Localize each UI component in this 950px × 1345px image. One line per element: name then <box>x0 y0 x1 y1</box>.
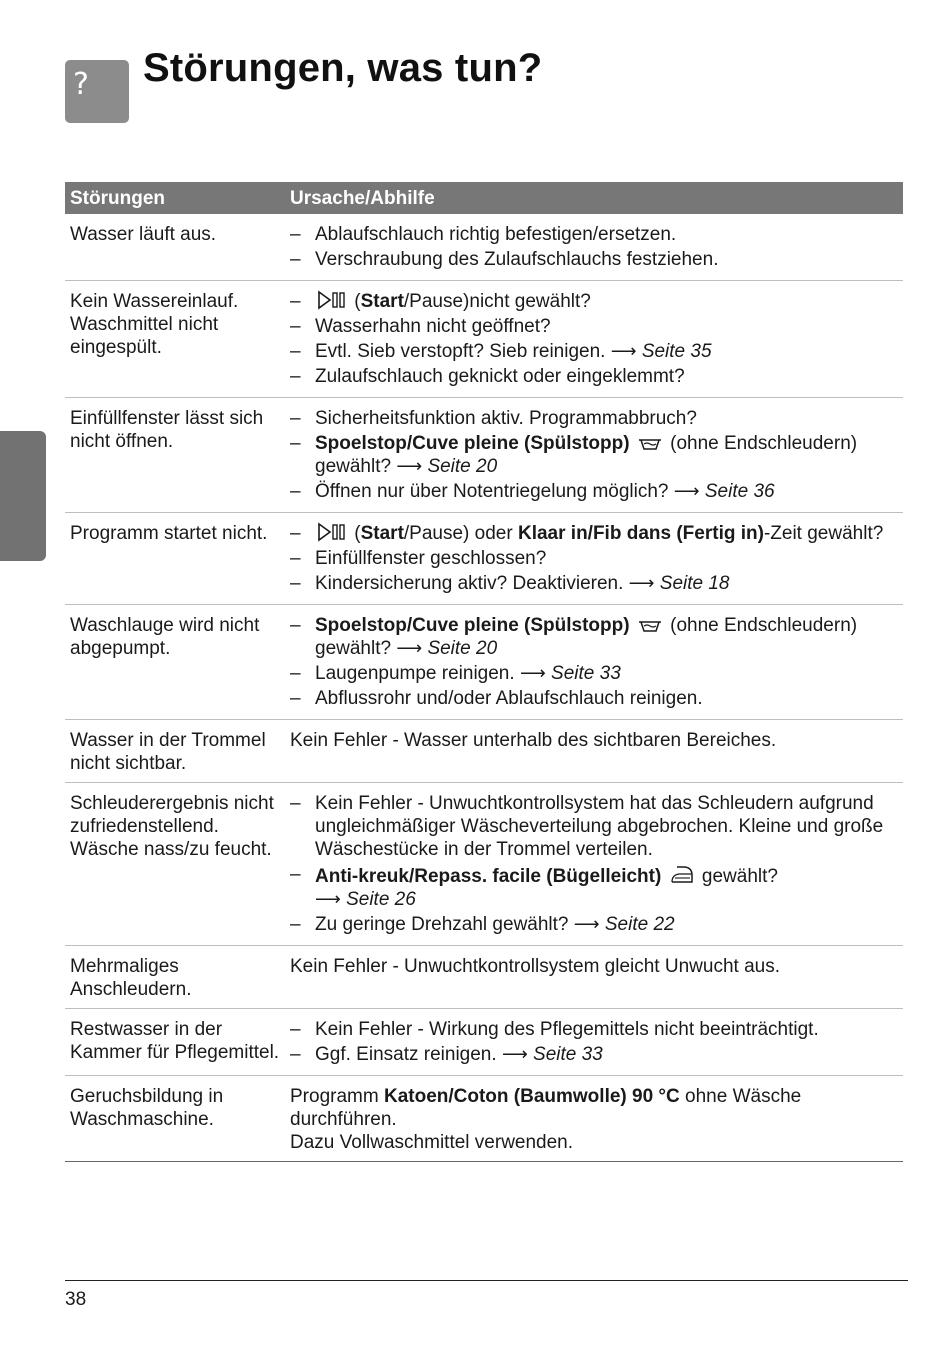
start-pause-icon <box>317 290 347 310</box>
list-item <box>290 1043 903 1066</box>
list-item: – Verschraubung des Zulaufschlauchs festziehen. <box>290 248 903 271</box>
table-header-row <box>65 182 903 214</box>
page-reference: Seite 20 <box>427 456 498 477</box>
list-item <box>290 662 903 685</box>
item-text: gewählt? <box>701 866 778 887</box>
page-reference: Seite 33 <box>551 663 621 684</box>
table-row <box>65 513 903 605</box>
program-label: Anti-kreuk/Repass. facile (Bügelleicht) <box>315 866 662 887</box>
item-text: (ohne Endschleudern) gewählt? <box>315 433 858 477</box>
chapter-side-tab <box>0 431 46 561</box>
item-text: Programm <box>290 1086 379 1107</box>
iron-icon <box>669 863 695 885</box>
item-text: Ggf. Einsatz reinigen. <box>315 1044 497 1065</box>
page-reference: Seite 20 <box>427 638 498 659</box>
remedy-cell <box>290 605 903 720</box>
arrow-right-icon: ⟶ <box>396 456 423 477</box>
list-item: – Kein Fehler - Unwuchtkontrollsystem hat das Schleudern aufgrund ungleichmäßiger Wäscheverteilung abgebrochen. Kleine und große Wäschestücke in der Trommel verteilen. <box>290 792 903 861</box>
item-text: (ohne Endschleudern) gewählt? <box>315 615 858 659</box>
fault-cell: Waschlauge wird nicht abgepumpt. <box>65 605 290 720</box>
list-item <box>290 913 903 936</box>
list-item <box>290 480 903 503</box>
page-reference: Seite 26 <box>346 889 416 910</box>
start-label: Start <box>360 523 404 544</box>
remedy-list <box>290 407 903 503</box>
arrow-right-icon: ⟶ <box>315 889 341 910</box>
remedy-list <box>290 614 903 710</box>
table-row <box>65 1076 903 1162</box>
fault-cell: Restwasser in der Kammer für Pflegemittel. <box>65 1009 290 1076</box>
remedy-list <box>290 290 903 388</box>
page-reference: Seite 36 <box>704 481 775 502</box>
start-label: Start <box>360 291 404 312</box>
item-text: Kindersicherung aktiv? Deaktivieren. <box>315 573 624 594</box>
start-pause-icon <box>317 522 347 542</box>
remedy-cell <box>290 513 903 605</box>
page-number: 38 <box>65 1289 87 1310</box>
footer-divider <box>65 1280 908 1281</box>
list-item: – Kein Fehler - Wirkung des Pflegemittels nicht beeinträchtigt. <box>290 1018 903 1041</box>
arrow-right-icon: ⟶ <box>501 1044 528 1065</box>
remedy-cell <box>290 783 903 946</box>
remedy-cell <box>290 720 903 783</box>
question-mark-icon: ? <box>65 60 129 123</box>
remedy-list <box>290 223 903 271</box>
page-reference: Seite 33 <box>533 1044 603 1065</box>
column-header-remedy: Ursache/Abhilfe <box>290 182 903 214</box>
program-label: Katoen/Coton (Baumwolle) 90 °C <box>383 1086 680 1107</box>
fault-cell: Kein Wassereinlauf. Waschmittel nicht eingespült. <box>65 281 290 398</box>
page-reference: Seite 22 <box>604 914 675 935</box>
remedy-cell <box>290 1009 903 1076</box>
fault-cell: Wasser läuft aus. <box>65 214 290 281</box>
program-label: Spoelstop/Cuve pleine (Spülstopp) <box>315 433 630 454</box>
remedy-cell <box>290 1076 903 1162</box>
page-reference: Seite 18 <box>659 573 730 594</box>
rinse-hold-icon <box>637 618 663 634</box>
fault-cell: Schleuderergebnis nicht zufriedenstellend. Wäsche nass/zu feucht. <box>65 783 290 946</box>
list-item: – Abflussrohr und/oder Ablaufschlauch reinigen. <box>290 687 903 710</box>
list-item: – Einfüllfenster geschlossen? <box>290 547 903 570</box>
arrow-right-icon: ⟶ <box>628 573 655 594</box>
list-item: – Wasserhahn nicht geöffnet? <box>290 315 903 338</box>
list-item <box>290 572 903 595</box>
list-item: – Sicherheitsfunktion aktiv. Programmabbruch? <box>290 407 903 430</box>
table-row <box>65 946 903 1009</box>
fault-cell: Einfüllfenster lässt sich nicht öffnen. <box>65 398 290 513</box>
remedy-cell <box>290 214 903 281</box>
remedy-text: Kein Fehler - Unwuchtkontrollsystem gleicht Unwucht aus. <box>290 956 780 977</box>
remedy-text: Kein Fehler - Wasser unterhalb des sichtbaren Bereiches. <box>290 730 777 751</box>
remedy-cell <box>290 281 903 398</box>
list-item: – Zulaufschlauch geknickt oder eingeklemmt? <box>290 365 903 388</box>
list-item <box>290 863 903 911</box>
table-row <box>65 605 903 720</box>
item-text: Öffnen nur über Notentriegelung möglich? <box>315 481 669 502</box>
item-text: /Pause)nicht gewählt? <box>403 291 591 312</box>
table-row <box>65 281 903 398</box>
list-item <box>290 432 903 478</box>
arrow-right-icon: ⟶ <box>519 663 546 684</box>
item-text: /Pause) oder <box>403 523 513 544</box>
list-item: – Ablaufschlauch richtig befestigen/ersetzen. <box>290 223 903 246</box>
item-text: ohne Wäsche durchführen. <box>290 1086 802 1130</box>
arrow-right-icon: ⟶ <box>610 341 637 362</box>
item-text: Evtl. Sieb verstopft? Sieb reinigen. <box>315 341 606 362</box>
remedy-list <box>290 1018 903 1066</box>
page-reference: Seite 35 <box>641 341 712 362</box>
column-header-fault: Störungen <box>65 182 290 214</box>
fault-cell: Wasser in der Trommel nicht sichtbar. <box>65 720 290 783</box>
rinse-hold-icon <box>637 436 663 452</box>
list-item: – (Start/Pause) oder Klaar in/Fib dans (Fertig in)-Zeit gewählt? <box>290 522 903 545</box>
remedy-list <box>290 792 903 936</box>
list-item: – (Start/Pause)nicht gewählt? <box>290 290 903 313</box>
page-title: Störungen, was tun? <box>143 46 543 90</box>
fault-cell: Programm startet nicht. <box>65 513 290 605</box>
remedy-list <box>290 522 903 595</box>
arrow-right-icon: ⟶ <box>396 638 423 659</box>
arrow-right-icon: ⟶ <box>573 914 600 935</box>
table-row <box>65 398 903 513</box>
table-row <box>65 783 903 946</box>
troubleshooting-table <box>65 182 903 1162</box>
table-row <box>65 214 903 281</box>
item-text: Zu geringe Drehzahl gewählt? <box>315 914 569 935</box>
remedy-text <box>290 1085 903 1154</box>
item-text: Laugenpumpe reinigen. <box>315 663 515 684</box>
arrow-right-icon: ⟶ <box>673 481 700 502</box>
program-label: Spoelstop/Cuve pleine (Spülstopp) <box>315 615 630 636</box>
item-text: -Zeit gewählt? <box>763 523 884 544</box>
fault-cell: Mehrmaliges Anschleudern. <box>65 946 290 1009</box>
table-row <box>65 1009 903 1076</box>
program-label: Klaar in/Fib dans (Fertig in) <box>517 523 764 544</box>
item-text: Dazu Vollwaschmittel verwenden. <box>290 1132 574 1153</box>
table-row <box>65 720 903 783</box>
list-item <box>290 340 903 363</box>
remedy-cell <box>290 398 903 513</box>
remedy-cell <box>290 946 903 1009</box>
list-item <box>290 614 903 660</box>
fault-cell: Geruchsbildung in Waschmaschine. <box>65 1076 290 1162</box>
